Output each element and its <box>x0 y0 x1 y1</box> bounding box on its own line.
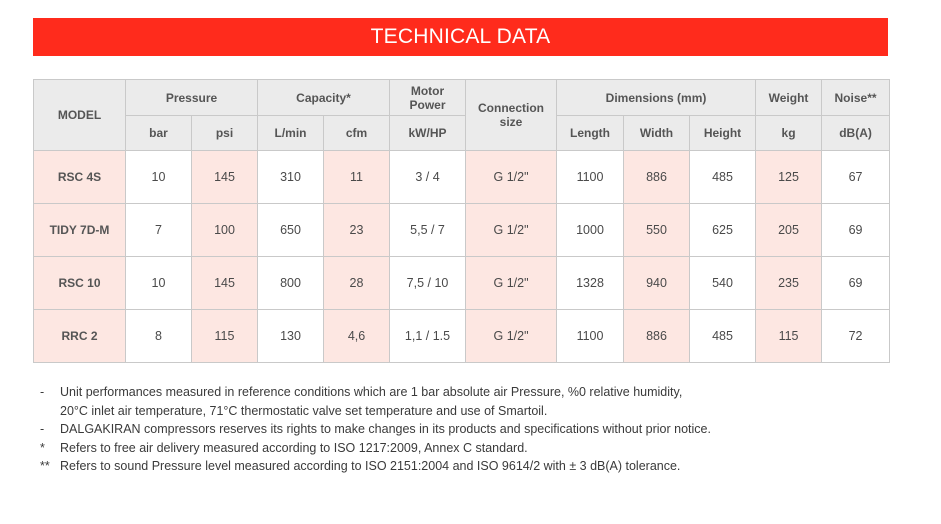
footnote-line: Refers to sound Pressure level measured according to ISO 2151:2004 and ISO 9614/2 with ± 3 dB(A) tolerance. <box>60 459 681 473</box>
cell-height: 540 <box>690 257 756 310</box>
cell-length: 1100 <box>557 151 624 204</box>
cell-model: RRC 2 <box>34 310 126 363</box>
cell-power: 7,5 / 10 <box>390 257 466 310</box>
cell-cfm: 4,6 <box>324 310 390 363</box>
title-banner <box>33 18 888 56</box>
cell-width: 886 <box>624 151 690 204</box>
unit-cfm: cfm <box>324 116 390 151</box>
header-dimensions: Dimensions (mm) <box>557 80 756 116</box>
header-noise: Noise** <box>822 80 890 116</box>
cell-length: 1000 <box>557 204 624 257</box>
cell-bar: 7 <box>126 204 192 257</box>
footnote-item <box>40 383 900 420</box>
unit-kg: kg <box>756 116 822 151</box>
unit-length: Length <box>557 116 624 151</box>
footnote-line: 20°C inlet air temperature, 71°C thermostatic valve set temperature and use of Smartoil. <box>60 403 548 418</box>
cell-bar: 8 <box>126 310 192 363</box>
cell-weight: 235 <box>756 257 822 310</box>
cell-cfm: 28 <box>324 257 390 310</box>
cell-length: 1328 <box>557 257 624 310</box>
header-capacity: Capacity* <box>258 80 390 116</box>
technical-data-table <box>33 79 890 363</box>
table-row <box>34 257 890 310</box>
cell-cfm: 11 <box>324 151 390 204</box>
cell-lmin: 130 <box>258 310 324 363</box>
header-connection-line2: size <box>499 115 523 129</box>
unit-bar: bar <box>126 116 192 151</box>
cell-model: RSC 4S <box>34 151 126 204</box>
footnotes <box>40 383 900 476</box>
cell-height: 625 <box>690 204 756 257</box>
footnote-text <box>60 383 900 420</box>
cell-width: 550 <box>624 204 690 257</box>
cell-height: 485 <box>690 310 756 363</box>
unit-dba: dB(A) <box>822 116 890 151</box>
cell-width: 940 <box>624 257 690 310</box>
header-model: MODEL <box>34 80 126 151</box>
footnote-item <box>40 439 900 458</box>
unit-psi: psi <box>192 116 258 151</box>
cell-power: 5,5 / 7 <box>390 204 466 257</box>
table-row <box>34 151 890 204</box>
cell-weight: 125 <box>756 151 822 204</box>
cell-psi: 100 <box>192 204 258 257</box>
header-connection-size <box>466 80 557 151</box>
cell-noise: 67 <box>822 151 890 204</box>
footnote-text <box>60 439 900 458</box>
cell-connection: G 1/2" <box>466 310 557 363</box>
footnote-text <box>60 457 900 476</box>
footnote-line: Refers to free air delivery measured according to ISO 1217:2009, Annex C standard. <box>60 440 528 455</box>
cell-power: 1,1 / 1.5 <box>390 310 466 363</box>
footnote-line: DALGAKIRAN compressors reserves its rights to make changes in its products and specifications without prior notice. <box>60 422 711 436</box>
cell-cfm: 23 <box>324 204 390 257</box>
header-motor-power-line2: Power <box>409 97 446 112</box>
footnote-item <box>40 420 900 439</box>
unit-height: Height <box>690 116 756 151</box>
header-weight: Weight <box>756 80 822 116</box>
footnote-marker: ** <box>40 459 50 473</box>
cell-bar: 10 <box>126 151 192 204</box>
cell-connection: G 1/2" <box>466 257 557 310</box>
header-motor-power-line1: Motor <box>410 83 445 98</box>
cell-connection: G 1/2" <box>466 151 557 204</box>
cell-noise: 72 <box>822 310 890 363</box>
cell-psi: 115 <box>192 310 258 363</box>
footnote-item <box>40 457 900 476</box>
footnote-text <box>60 420 900 439</box>
header-row-top <box>34 80 890 116</box>
cell-psi: 145 <box>192 257 258 310</box>
unit-lmin: L/min <box>258 116 324 151</box>
unit-width: Width <box>624 116 690 151</box>
cell-weight: 205 <box>756 204 822 257</box>
table-row <box>34 310 890 363</box>
cell-width: 886 <box>624 310 690 363</box>
unit-kwhp: kW/HP <box>390 116 466 151</box>
cell-model: RSC 10 <box>34 257 126 310</box>
cell-lmin: 650 <box>258 204 324 257</box>
table-row <box>34 204 890 257</box>
cell-connection: G 1/2" <box>466 204 557 257</box>
cell-noise: 69 <box>822 257 890 310</box>
footnote-line: Unit performances measured in reference conditions which are 1 bar absolute air Pressure, %0 relative humidity, <box>60 385 683 399</box>
footnote-marker: - <box>40 422 45 436</box>
footnote-marker: * <box>40 440 45 455</box>
cell-noise: 69 <box>822 204 890 257</box>
header-pressure: Pressure <box>126 80 258 116</box>
cell-bar: 10 <box>126 257 192 310</box>
cell-lmin: 310 <box>258 151 324 204</box>
cell-height: 485 <box>690 151 756 204</box>
footnote-marker: - <box>40 385 45 399</box>
cell-power: 3 / 4 <box>390 151 466 204</box>
header-motor-power <box>390 80 466 116</box>
cell-model: TIDY 7D-M <box>34 204 126 257</box>
header-row-units <box>34 116 890 151</box>
cell-length: 1100 <box>557 310 624 363</box>
page-title: TECHNICAL DATA <box>370 25 551 48</box>
header-connection-line1: Connection <box>478 101 545 115</box>
cell-psi: 145 <box>192 151 258 204</box>
cell-lmin: 800 <box>258 257 324 310</box>
cell-weight: 115 <box>756 310 822 363</box>
